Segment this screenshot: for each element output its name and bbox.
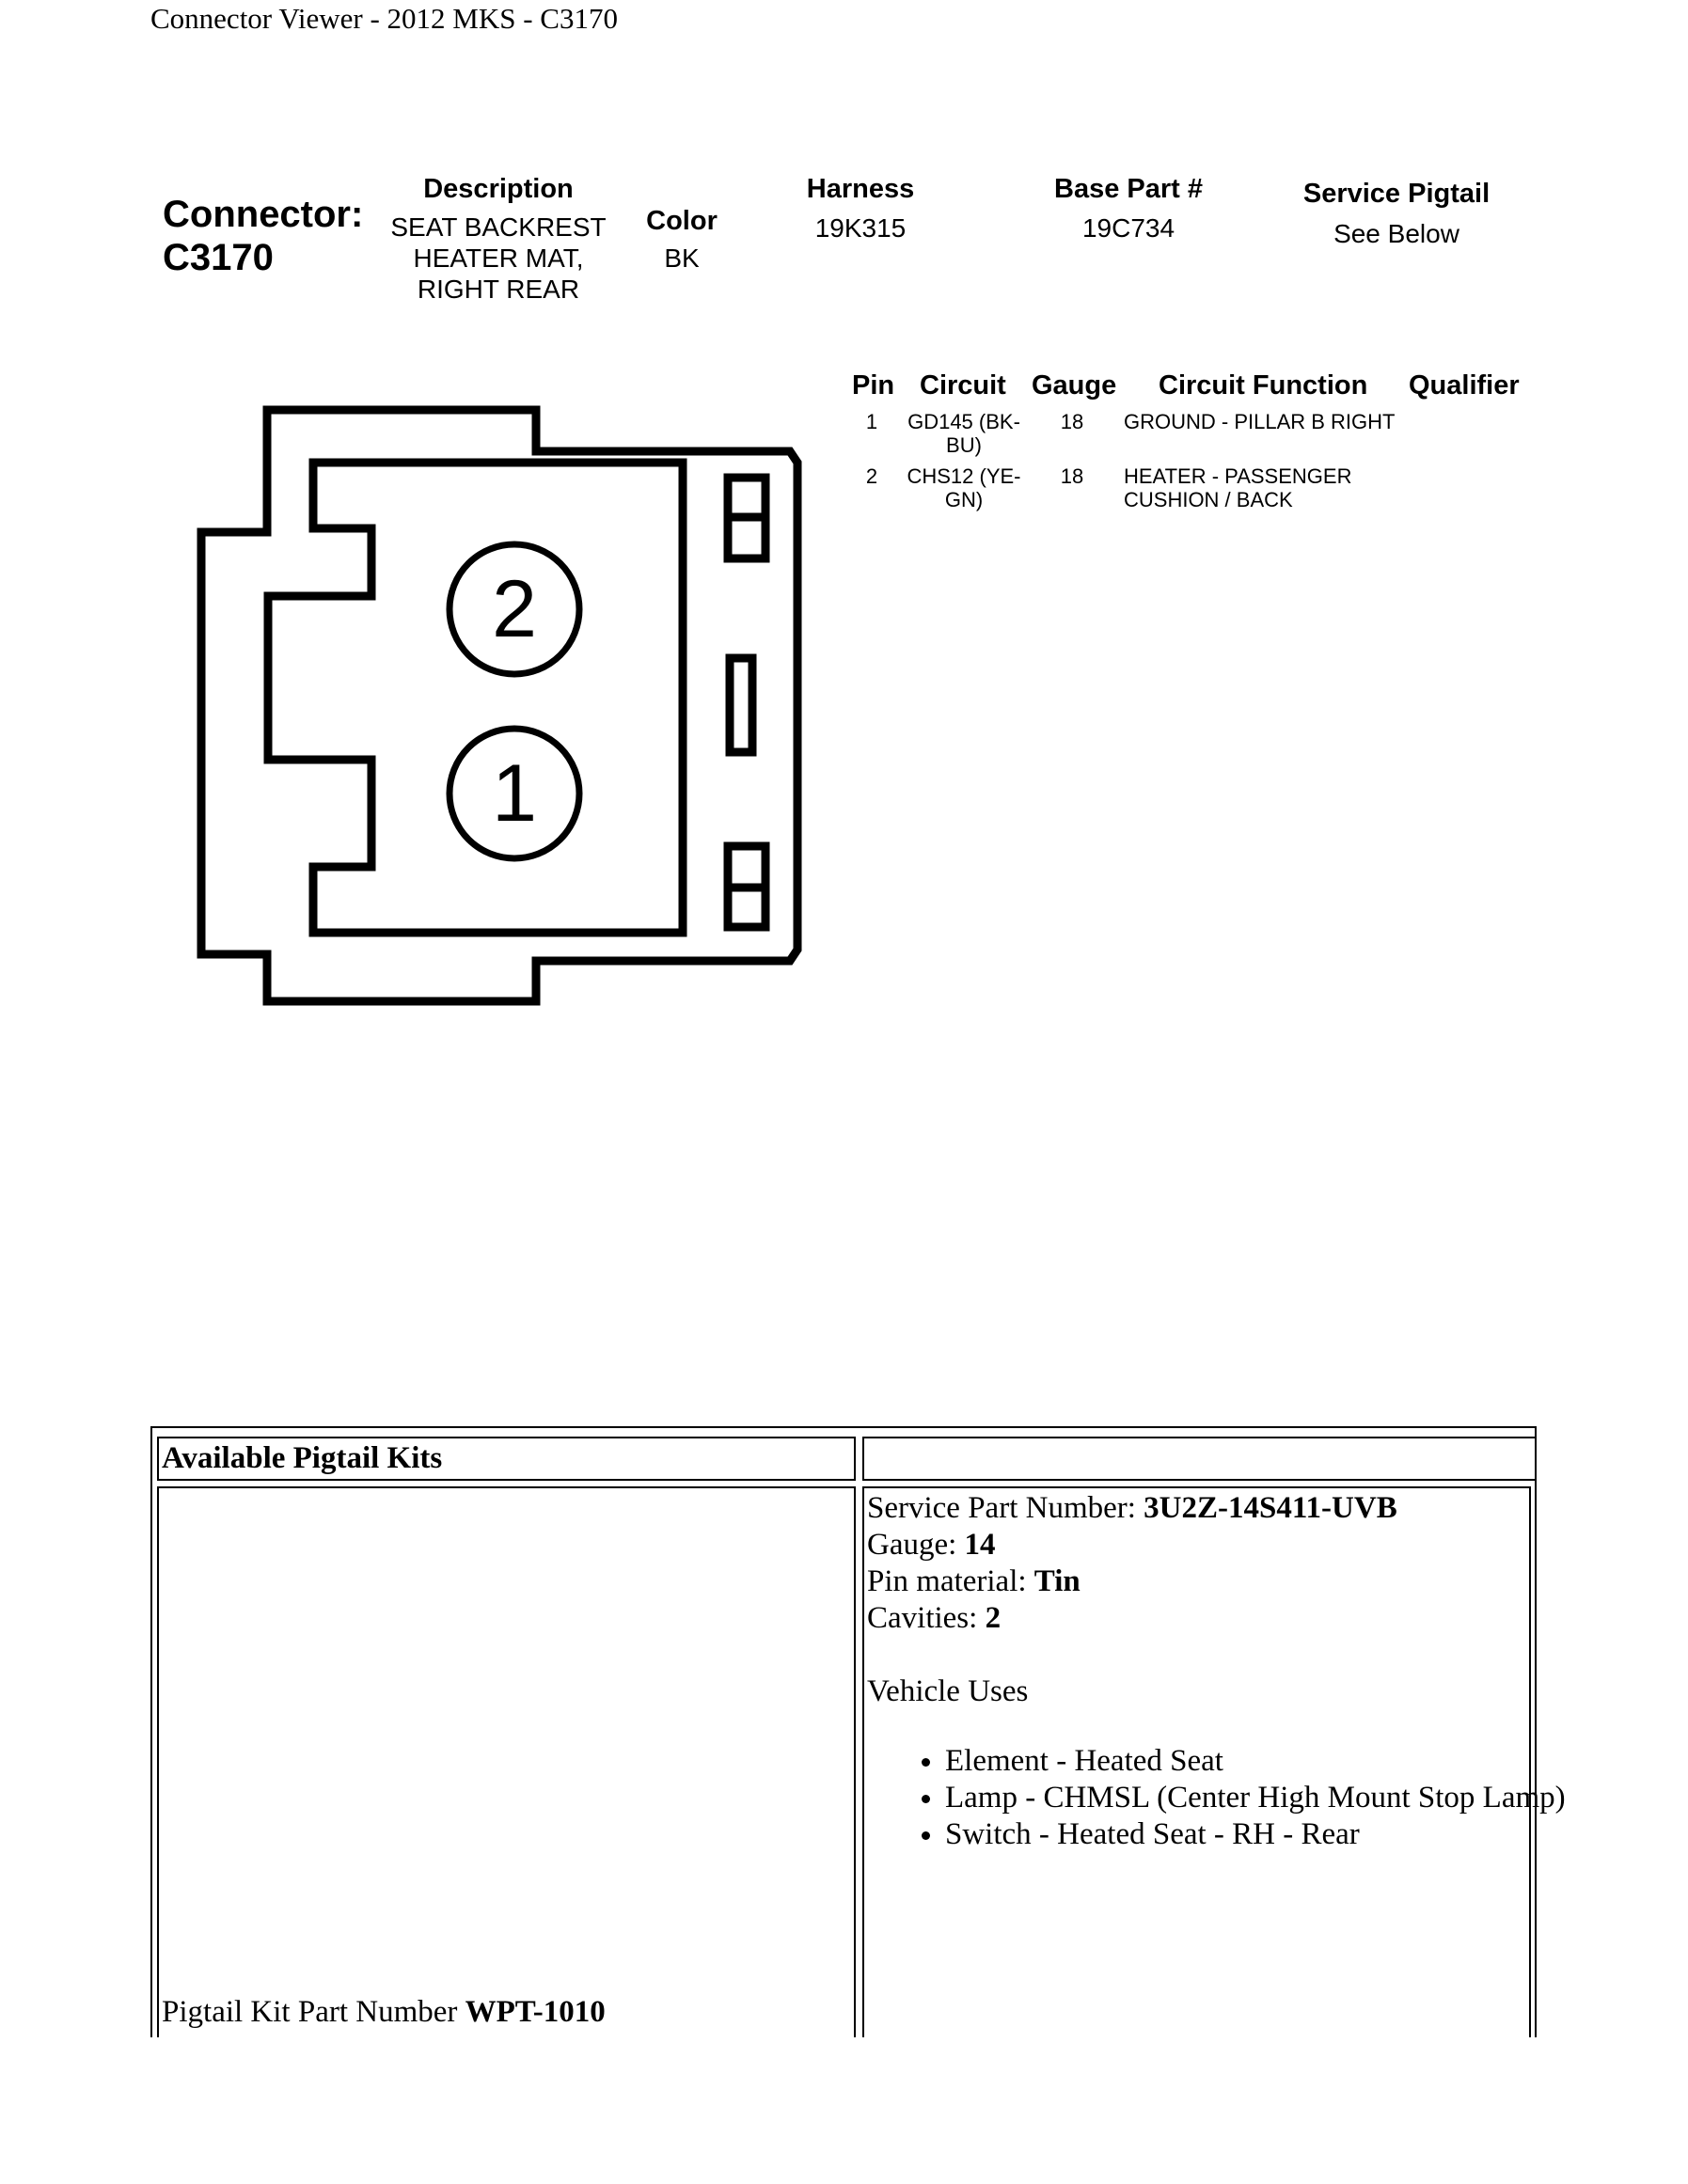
pin-material-label: Pin material: xyxy=(867,1564,1034,1598)
function-header: Circuit Function xyxy=(1159,370,1368,401)
connector-housing-outline xyxy=(201,410,797,1001)
kit-part-value: WPT-1010 xyxy=(465,1995,606,2029)
pin-gauge: 18 xyxy=(1060,410,1084,433)
pin-function xyxy=(1124,410,1425,433)
pin-circuit-line: GD145 (BK- xyxy=(907,410,1020,433)
base-part-value: 19C734 xyxy=(1081,213,1175,243)
cavities-label: Cavities: xyxy=(867,1601,986,1635)
service-pigtail-header: Service Pigtail xyxy=(1302,179,1491,209)
latch-tab-upper-outer xyxy=(728,478,765,517)
pigtail-title-empty-cell xyxy=(862,1437,1537,1481)
vehicle-use-item: • Element - Heated Seat xyxy=(945,1743,1566,1780)
connector-id: C3170 xyxy=(163,237,274,278)
vehicle-use-item: • Lamp - CHMSL (Center High Mount Stop Lamp) xyxy=(945,1780,1566,1816)
pin-function-line: HEATER - PASSENGER xyxy=(1124,464,1352,488)
vehicle-uses-title: Vehicle Uses xyxy=(867,1674,1029,1708)
pin-number: 1 xyxy=(865,410,878,433)
pigtail-kit-part-number xyxy=(162,1994,606,2031)
latch-rib xyxy=(730,658,752,752)
base-part-header: Base Part # xyxy=(1054,174,1203,204)
pigtail-gauge xyxy=(867,1527,996,1563)
gauge-header: Gauge xyxy=(1032,370,1117,401)
pin-circuit-line: BU) xyxy=(946,433,982,457)
connector-label: Connector: xyxy=(163,194,364,235)
cavities xyxy=(867,1600,1001,1637)
pin-material xyxy=(867,1563,1081,1600)
pin-circuit xyxy=(898,410,1030,457)
harness-header: Harness xyxy=(806,174,915,204)
description-line: SEAT BACKREST xyxy=(390,212,607,242)
circuit-header: Circuit xyxy=(920,370,1006,401)
pin-material-value: Tin xyxy=(1033,1564,1081,1598)
latch-tab-lower-outer xyxy=(728,846,765,888)
service-part-number xyxy=(867,1490,1397,1527)
vehicle-uses-list xyxy=(907,1743,1566,1853)
kit-part-label: Pigtail Kit Part Number xyxy=(162,1995,465,2029)
qualifier-header: Qualifier xyxy=(1409,370,1520,401)
pin-1-label: 1 xyxy=(492,748,537,839)
pin-circuit-line: CHS12 (YE- xyxy=(907,464,1021,488)
service-pigtail-value: See Below xyxy=(1333,219,1459,248)
cavities-value: 2 xyxy=(985,1601,1002,1635)
vehicle-use-item: • Switch - Heated Seat - RH - Rear xyxy=(945,1816,1566,1853)
description-line: HEATER MAT, xyxy=(413,244,584,273)
pin-header: Pin xyxy=(852,370,895,401)
pin-function-line: GROUND - PILLAR B RIGHT xyxy=(1124,410,1396,433)
connector-face-diagram xyxy=(188,395,809,1006)
pin-circuit xyxy=(898,464,1030,511)
pigtail-image-cell xyxy=(157,1486,856,2037)
service-part-label: Service Part Number: xyxy=(867,1491,1144,1525)
page-title: Connector Viewer - 2012 MKS - C3170 xyxy=(150,2,618,35)
pigtail-gauge-label: Gauge: xyxy=(867,1528,965,1562)
latch-tab-upper-inner xyxy=(728,517,765,558)
harness-value: 19K315 xyxy=(814,213,907,243)
pin-number: 2 xyxy=(865,464,878,488)
description-header: Description xyxy=(423,174,574,204)
pin-2-label: 2 xyxy=(492,564,537,654)
latch-tab-lower-inner xyxy=(728,888,765,927)
color-value: BK xyxy=(664,244,700,273)
pin-function xyxy=(1124,464,1425,511)
connector-cavity-outline xyxy=(268,463,683,933)
color-header: Color xyxy=(646,206,718,236)
description-value xyxy=(371,212,625,305)
pigtail-gauge-value: 14 xyxy=(964,1528,996,1562)
service-part-value: 3U2Z-14S411-UVB xyxy=(1144,1491,1397,1525)
pigtail-section-title: Available Pigtail Kits xyxy=(162,1441,443,1475)
pin-gauge: 18 xyxy=(1060,464,1084,488)
description-line: RIGHT REAR xyxy=(417,275,580,304)
pin-circuit-line: GN) xyxy=(944,488,984,511)
pin-function-line: CUSHION / BACK xyxy=(1124,488,1293,511)
